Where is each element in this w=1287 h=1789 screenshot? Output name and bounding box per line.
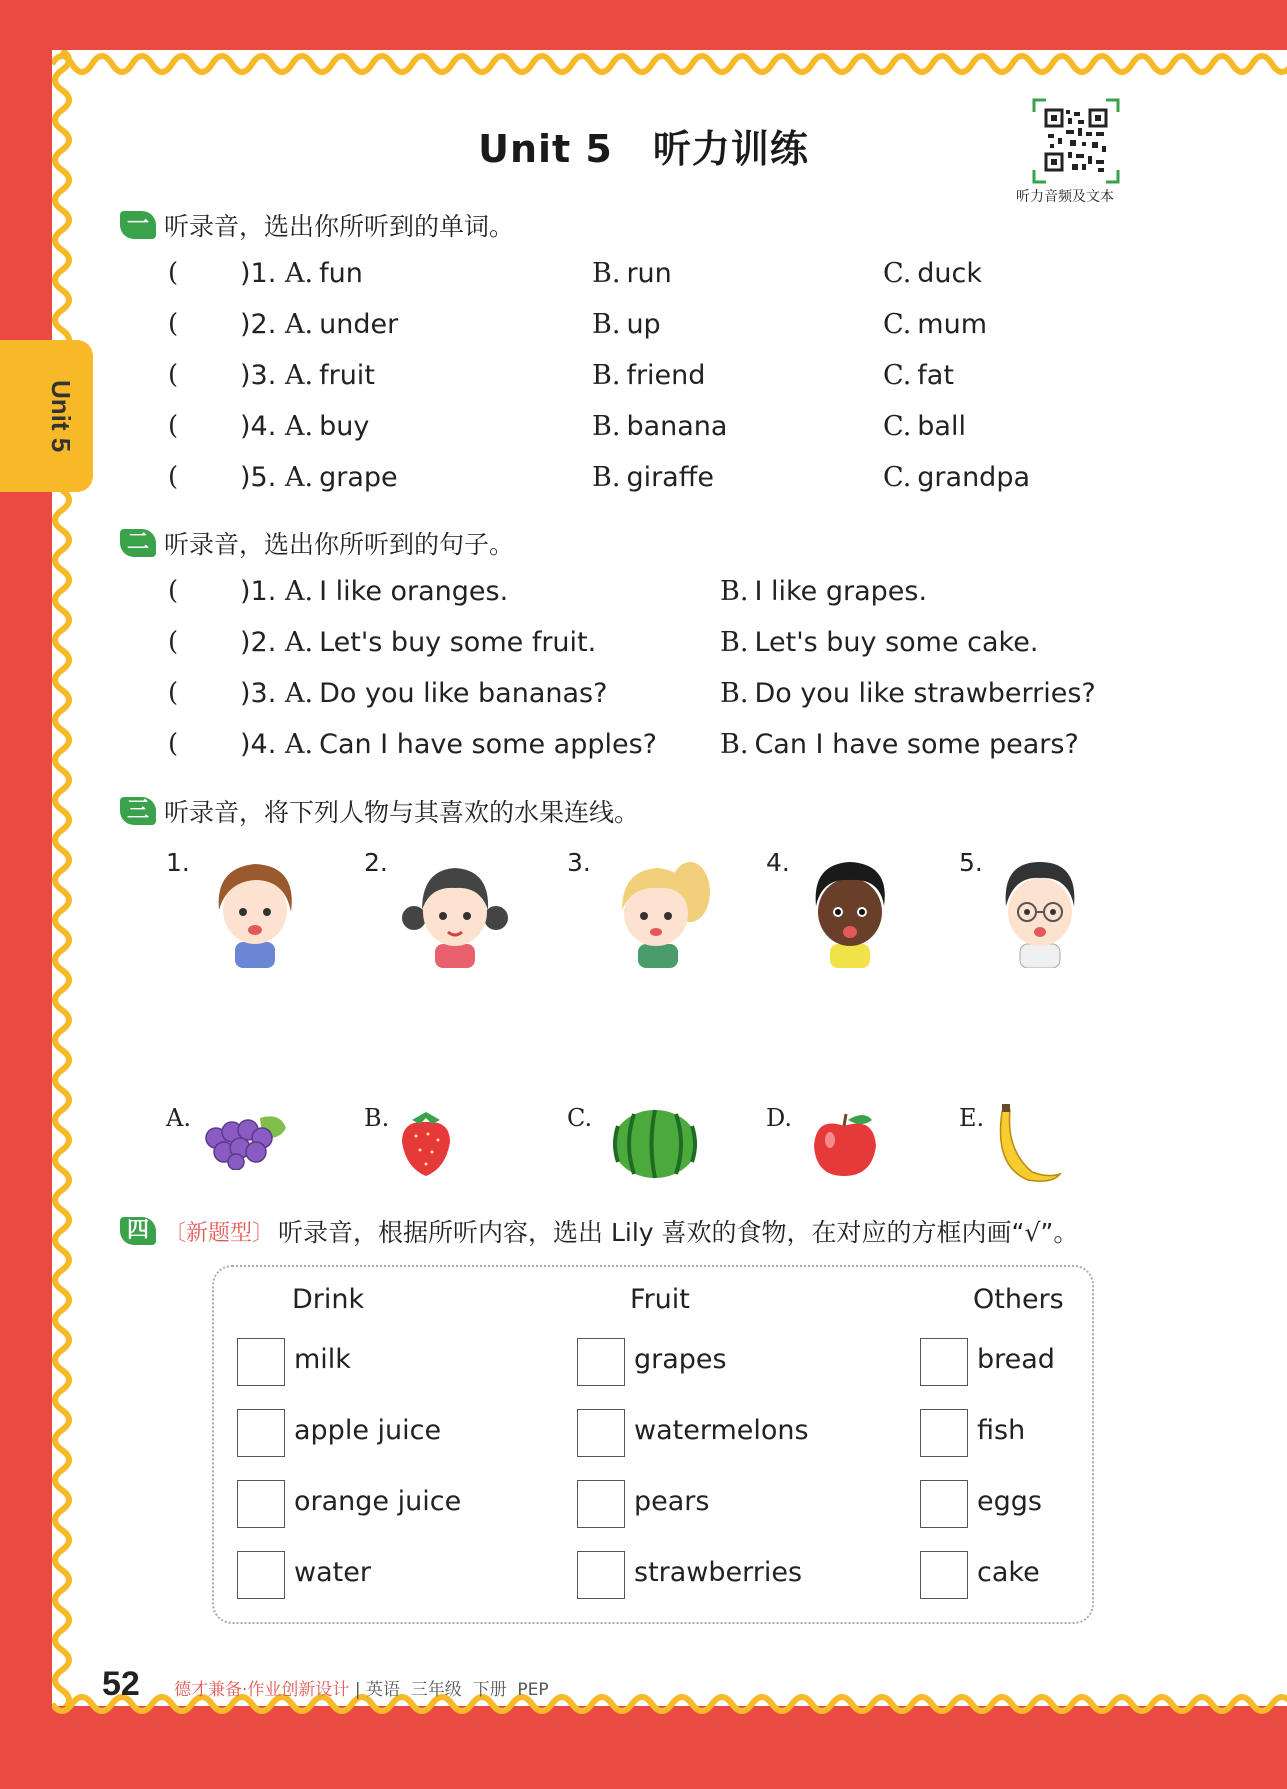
answer-paren[interactable]: ( (168, 729, 179, 759)
fruit-letter: D. (766, 1104, 793, 1132)
checkbox[interactable] (577, 1551, 625, 1599)
checkbox[interactable] (237, 1551, 285, 1599)
person-number: 2. (364, 848, 388, 877)
answer-paren[interactable]: ( (168, 258, 179, 288)
boy-glasses-icon (990, 848, 1090, 968)
answer-paren[interactable]: ( (168, 576, 179, 606)
option-b: B. up (592, 309, 661, 340)
checkbox[interactable] (920, 1480, 968, 1528)
person-number: 1. (166, 848, 190, 877)
banana-icon (992, 1104, 1064, 1184)
option-a: A. under (285, 309, 399, 340)
checkbox[interactable] (577, 1338, 625, 1386)
checkbox-label: fish (977, 1415, 1026, 1446)
option-a: A. fruit (285, 360, 375, 391)
boy-curly-hair-icon (800, 848, 900, 968)
checkbox-label: watermelons (634, 1415, 809, 1446)
option-b: B. friend (592, 360, 706, 391)
option-c: C. mum (883, 309, 987, 340)
checkbox[interactable] (237, 1409, 285, 1457)
side-tab-label: Unit 5 (46, 380, 76, 453)
checkbox[interactable] (237, 1480, 285, 1528)
checkbox[interactable] (920, 1338, 968, 1386)
section-3-instruction: 听录音，将下列人物与其喜欢的水果连线。 (164, 798, 640, 827)
fruit-letter: E. (959, 1104, 985, 1132)
title-unit: Unit 5 (478, 127, 613, 171)
grapes-icon (200, 1108, 290, 1170)
section-3-badge: 三 (120, 797, 156, 825)
option-a: A. grape (285, 462, 398, 493)
person-number: 5. (959, 848, 983, 877)
fruit-letter: B. (364, 1104, 390, 1132)
option-a: A. I like oranges. (285, 576, 509, 607)
question-number: )3. (240, 678, 277, 709)
option-c: C. ball (883, 411, 966, 442)
footer-separator: | (354, 1680, 361, 1700)
column-header-drink: Drink (292, 1284, 365, 1315)
footer-info (174, 1675, 549, 1700)
option-a: A. Can I have some apples? (285, 729, 657, 760)
option-b: B. giraffe (592, 462, 714, 493)
section-4-instruction: 听录音，根据所听内容，选出 Lily 喜欢的食物，在对应的方框内画“√”。 (278, 1218, 1079, 1247)
girl-blonde-icon (598, 848, 718, 968)
option-b: B. I like grapes. (720, 576, 928, 607)
option-c: C. fat (883, 360, 954, 391)
section-4-header (120, 1213, 1078, 1249)
checkbox-label: milk (294, 1344, 351, 1375)
question-number: )2. (240, 309, 277, 340)
answer-paren[interactable]: ( (168, 360, 179, 390)
unit-side-tab (0, 340, 93, 492)
qr-label: 听力音频及文本 (1016, 189, 1114, 205)
option-b: B. Do you like strawberries? (720, 678, 1096, 709)
section-4-badge: 四 (120, 1217, 156, 1245)
option-c: C. grandpa (883, 462, 1031, 493)
person-number: 4. (766, 848, 790, 877)
section-1-instruction: 听录音，选出你所听到的单词。 (164, 212, 515, 241)
watermelon-icon (610, 1106, 700, 1180)
checkbox-label: eggs (977, 1486, 1042, 1517)
qr-code-icon[interactable] (1032, 98, 1120, 184)
checkbox-label: pears (634, 1486, 710, 1517)
answer-paren[interactable]: ( (168, 411, 179, 441)
apple-icon (808, 1110, 884, 1180)
checkbox-label: cake (977, 1557, 1040, 1588)
title-cn: 听力训练 (652, 127, 809, 171)
section-3-header (120, 793, 639, 829)
fruit-letter: C. (567, 1104, 593, 1132)
girl-pigtails-icon (400, 850, 510, 968)
checkbox[interactable] (920, 1409, 968, 1457)
footer-term: 下册 (472, 1680, 507, 1700)
footer-brand: 德才兼备·作业创新设计 (174, 1680, 350, 1700)
checkbox-label: water (294, 1557, 371, 1588)
column-header-others: Others (973, 1284, 1064, 1315)
question-number: )1. (240, 576, 277, 607)
option-b: B. run (592, 258, 672, 289)
answer-paren[interactable]: ( (168, 678, 179, 708)
checkbox[interactable] (237, 1338, 285, 1386)
section-2-header (120, 525, 514, 561)
question-number: )5. (240, 462, 277, 493)
option-b: B. banana (592, 411, 728, 442)
checkbox-label: grapes (634, 1344, 727, 1375)
question-number: )2. (240, 627, 277, 658)
question-number: )3. (240, 360, 277, 391)
footer-grade: 三年级 (410, 1680, 462, 1700)
checkbox-label: apple juice (294, 1415, 442, 1446)
person-number: 3. (567, 848, 591, 877)
option-b: B. Let's buy some cake. (720, 627, 1039, 658)
answer-paren[interactable]: ( (168, 309, 179, 339)
boy-brown-hair-icon (205, 850, 305, 968)
checkbox-label: orange juice (294, 1486, 462, 1517)
wavy-border-left (46, 50, 82, 1710)
new-question-type-tag: 〔新题型〕 (164, 1220, 275, 1246)
column-header-fruit: Fruit (630, 1284, 690, 1315)
page-number: 52 (102, 1665, 140, 1703)
checkbox[interactable] (577, 1480, 625, 1528)
checkbox-label: bread (977, 1344, 1055, 1375)
option-a: A. Do you like bananas? (285, 678, 608, 709)
section-2-badge: 二 (120, 529, 156, 557)
option-a: A. Let's buy some fruit. (285, 627, 597, 658)
checkbox[interactable] (920, 1551, 968, 1599)
answer-paren[interactable]: ( (168, 627, 179, 657)
section-2-instruction: 听录音，选出你所听到的句子。 (164, 530, 515, 559)
question-number: )1. (240, 258, 277, 289)
question-number: )4. (240, 729, 277, 760)
question-number: )4. (240, 411, 277, 442)
section-1-badge: 一 (120, 211, 156, 239)
section-1-header (120, 207, 514, 243)
strawberry-icon (398, 1108, 454, 1178)
option-b: B. Can I have some pears? (720, 729, 1079, 760)
wavy-border-top (52, 44, 1287, 78)
footer-subject: 英语 (365, 1680, 400, 1700)
checkbox-label: strawberries (634, 1557, 803, 1588)
option-c: C. duck (883, 258, 983, 289)
checkbox[interactable] (577, 1409, 625, 1457)
footer-edition: PEP (517, 1680, 549, 1700)
answer-paren[interactable]: ( (168, 462, 179, 492)
fruit-letter: A. (166, 1104, 191, 1132)
option-a: A. buy (285, 411, 370, 442)
option-a: A. fun (285, 258, 363, 289)
